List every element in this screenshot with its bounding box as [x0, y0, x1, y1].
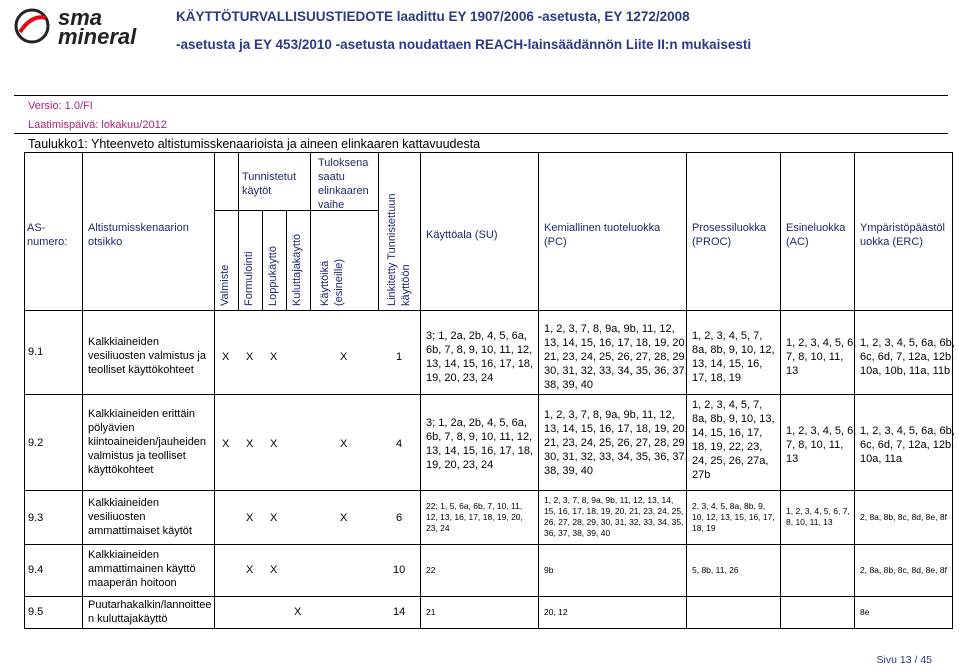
row-as-number: 9.2 [28, 437, 44, 449]
row-formulation-mark: X [246, 438, 254, 450]
col-line [538, 152, 539, 629]
col-line [310, 152, 311, 311]
col-line [378, 152, 379, 311]
row-pc-values: 9b [544, 565, 554, 575]
row-su-values: 21 [426, 607, 436, 617]
row-divider [24, 544, 952, 545]
row-linked-use: 14 [393, 606, 406, 618]
row-scenario-title: Kalkkiaineiden ammattimainen käyttö maaperän hoitoon [88, 549, 196, 589]
col-line [286, 210, 287, 311]
row-erc-values: 1, 2, 3, 4, 5, 6a, 6b, 6c, 6d, 7, 12a, 12b, 10a, 10b, 11a, 11b [860, 337, 955, 377]
row-as-number: 9.3 [28, 512, 44, 524]
logo-text-sma: sma [58, 5, 103, 30]
col-header-formulation: Formulointi [243, 251, 255, 306]
col-line [214, 152, 215, 629]
row-manufacture-mark: X [222, 438, 230, 450]
row-scenario-title: Kalkkiaineiden vesiliuosten ammattimaiset käytöt [88, 497, 192, 537]
row-service-life-mark: X [340, 512, 348, 524]
row-manufacture-mark: X [222, 351, 230, 363]
col-header-erc: Ympäristöpäästöl uokka (ERC) [860, 222, 945, 248]
col-line [238, 152, 239, 311]
row-formulation-mark: X [246, 351, 254, 363]
row-scenario-title: Kalkkiaineiden vesiliuosten valmistus ja teolliset käyttökohteet [88, 336, 206, 376]
row-formulation-mark: X [246, 564, 254, 576]
date-label: Laatimispäivä: lokakuu/2012 [28, 119, 167, 131]
row-divider [24, 490, 952, 491]
row-as-number: 9.5 [28, 606, 44, 618]
row-end-use-mark: X [270, 512, 278, 524]
sds-header-line2: -asetusta ja EY 453/2010 -asetusta noudattaen REACH-lainsäädännön Liite II:n mukaisesti [176, 37, 752, 52]
col-header-manufacture: Valmiste [219, 264, 231, 306]
row-linked-use: 1 [396, 351, 403, 363]
row-proc-values: 2, 3, 4, 5, 8a, 8b, 9, 10, 12, 13, 15, 16, 17, 18, 19 [692, 501, 775, 533]
sds-header-line1: KÄYTTÖTURVALLISUUSTIEDOTE laadittu EY 1907/2006 -asetusta, EY 1272/2008 [176, 9, 690, 24]
table-border-bottom [24, 628, 952, 629]
row-consumer-mark: X [294, 606, 302, 618]
row-linked-use: 4 [396, 438, 403, 450]
row-proc-values: 1, 2, 3, 4, 5, 7, 8a, 8b, 9, 10, 12, 13, 14, 15, 16, 17, 18, 19 [692, 330, 775, 384]
logo-swoosh [20, 17, 46, 32]
col-line [780, 152, 781, 629]
sma-mineral-logo [14, 4, 164, 48]
col-header-scenario-title: Altistumisskenaarion otsikko [88, 222, 189, 248]
row-service-life-mark: X [340, 438, 348, 450]
row-linked-use: 10 [393, 564, 406, 576]
col-line [82, 152, 83, 629]
col-line [952, 152, 953, 629]
row-divider [24, 596, 952, 597]
row-ac-values: 1, 2, 3, 4, 5, 6, 7, 8, 10, 11, 13 [786, 425, 857, 465]
row-ac-values: 1, 2, 3, 4, 5, 6, 7, 8, 10, 11, 13 [786, 337, 857, 377]
col-header-service-life: Käyttöikä (esineille) [319, 258, 345, 306]
row-end-use-mark: X [270, 351, 278, 363]
col-header-identified-uses: Tunnistetut käytöt [242, 171, 297, 197]
version-label: Versio: 1.0/FI [28, 100, 93, 112]
col-header-su: Käyttöala (SU) [426, 229, 498, 241]
row-scenario-title: Puutarhakalkin/lannoittee n kuluttajakäyttö [88, 599, 212, 625]
row-service-life-mark: X [340, 351, 348, 363]
row-erc-values: 1, 2, 3, 4, 5, 6a, 6b, 6c, 6d, 7, 12a, 12b, 10a, 11a [860, 425, 955, 465]
row-erc-values: 8e [860, 607, 870, 617]
row-su-values: 3; 1, 2a, 2b, 4, 5, 6a, 6b, 7, 8, 9, 10, 11, 12, 13, 14, 15, 16, 17, 18, 19, 20, 23, 24 [426, 417, 534, 471]
row-linked-use: 6 [396, 512, 403, 524]
col-line [262, 210, 263, 311]
logo-text-mineral: mineral [58, 24, 137, 48]
row-end-use-mark: X [270, 438, 278, 450]
row-formulation-mark: X [246, 512, 254, 524]
row-pc-values: 1, 2, 3, 7, 8, 9a, 9b, 11, 12, 13, 14, 15, 16, 17, 18, 19, 20, 21, 23, 24, 25, 26, 27, 28, 29, 30, 31, 32, 33, 34, 35, 36, 37, 38, 39, 40 [544, 495, 684, 538]
header-rule-top [14, 95, 948, 96]
row-erc-values: 2, 8a, 8b, 8c, 8d, 8e, 8f [860, 512, 947, 522]
col-header-proc: Prosessiluokka (PROC) [692, 222, 766, 248]
col-line [854, 152, 855, 629]
row-su-values: 3; 1, 2a, 2b, 4, 5, 6a, 6b, 7, 8, 9, 10, 11, 12, 13, 14, 15, 16, 17, 18, 19, 20, 23, 24 [426, 330, 534, 384]
row-su-values: 22; 1, 5, 6a, 6b, 7, 10, 11, 12, 13, 16, 17, 18, 19, 20, 23, 24 [426, 501, 523, 533]
header-rule-bottom [14, 133, 948, 134]
page-number: Sivu 13 / 45 [876, 654, 932, 666]
row-su-values: 22 [426, 565, 436, 575]
row-erc-values: 2, 8a, 8b, 8c, 8d, 8e, 8f [860, 565, 947, 575]
col-header-linked-use: Linkitetty Tunnistettuun käyttöön [386, 193, 412, 306]
col-header-ac: Esineluokka (AC) [786, 222, 846, 248]
logo-mark [16, 10, 48, 42]
col-header-as-number: AS- numero: [27, 222, 68, 248]
row-as-number: 9.1 [28, 346, 44, 358]
row-as-number: 9.4 [28, 564, 44, 576]
row-pc-values: 1, 2, 3, 7, 8, 9a, 9b, 11, 12, 13, 14, 15, 16, 17, 18, 19, 20, 21, 23, 24, 25, 26, 27, 28, 29, 30, 31, 32, 33, 34, 35, 36, 37, 38, 39, 40 [544, 323, 688, 391]
col-header-end-use: Loppukäyttö [267, 246, 279, 306]
row-end-use-mark: X [270, 564, 278, 576]
col-header-pc: Kemiallinen tuoteluokka (PC) [544, 222, 661, 248]
table-border-top [24, 152, 952, 153]
col-header-resulting-lifecycle: Tuloksena saatu elinkaaren vaihe [318, 157, 369, 211]
row-pc-values: 20, 12 [544, 607, 568, 617]
row-scenario-title: Kalkkiaineiden erittäin pölyävien kiintoaineiden/jauheiden valmistus ja teolliset käyttökohteet [88, 408, 207, 476]
row-proc-values: 5, 8b, 11, 26 [692, 565, 739, 575]
col-line [24, 152, 25, 629]
row-pc-values: 1, 2, 3, 7, 8, 9a, 9b, 11, 12, 13, 14, 15, 16, 17, 18, 19, 20, 21, 23, 24, 25, 26, 27, 28, 29, 30, 31, 32, 33, 34, 35, 36, 37, 38, 39, 40 [544, 409, 688, 477]
row-ac-values: 1, 2, 3, 4, 5, 6, 7, 8, 10, 11, 13 [786, 506, 850, 527]
table-title: Taulukko1: Yhteenveto altistumisskenaarioista ja aineen elinkaaren kattavuudesta [28, 137, 481, 151]
header-bottom-rule [24, 310, 952, 311]
col-header-consumer-use: Kuluttajakäyttö [291, 233, 303, 306]
col-line [420, 152, 421, 629]
row-proc-values: 1, 2, 3, 4, 5, 7, 8a, 8b, 9, 10, 13, 14, 15, 16, 17, 18, 19, 22, 23, 24, 25, 26, 27a, 27b [692, 399, 775, 481]
row-divider [24, 394, 952, 395]
